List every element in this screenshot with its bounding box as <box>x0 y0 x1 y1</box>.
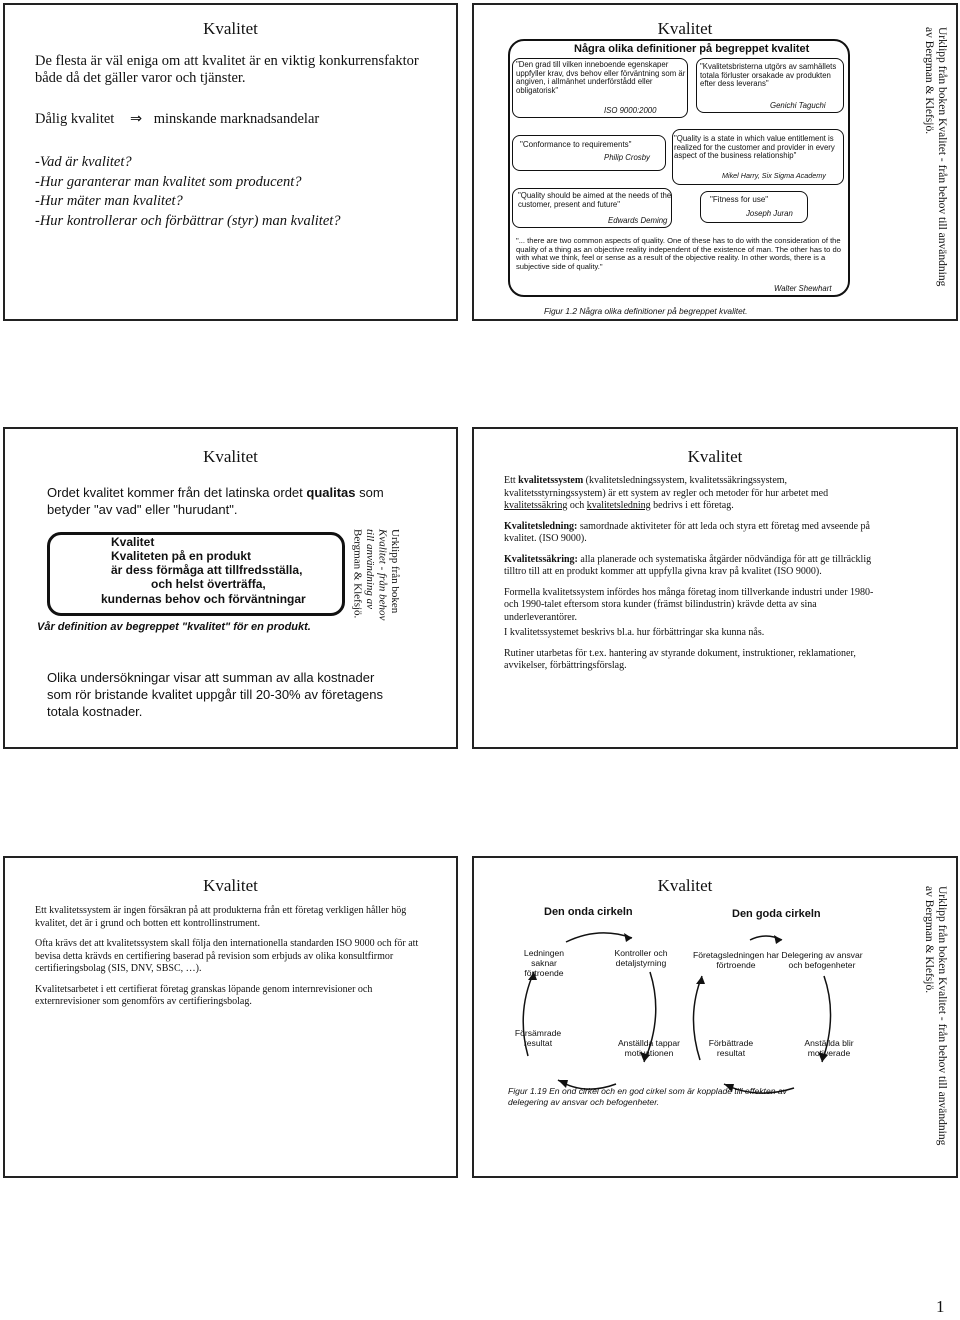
quote-text: "Conformance to requirements" <box>520 140 632 149</box>
virtuous-node: Förbättrade resultat <box>708 1038 754 1058</box>
slide-body <box>504 475 888 673</box>
vicious-circle-title: Den onda cirkeln <box>544 906 633 918</box>
slide-6 <box>472 856 958 1178</box>
link-quality-management[interactable]: kvalitetsledning <box>586 500 651 511</box>
etymology-latin-word: qualitas <box>306 485 356 500</box>
slide-title: Kvalitet <box>203 19 258 38</box>
term-quality-assurance: Kvalitetssäkring: <box>504 553 578 565</box>
source-note-line: Bergman & Klefsjö. <box>351 529 364 619</box>
question-list <box>35 153 341 231</box>
bad-quality-effect: minskande marknadsandelar <box>153 111 320 127</box>
source-note-line: Urklipp från boken <box>389 529 401 614</box>
quote-author: Edwards Deming <box>608 216 668 225</box>
question-item: -Hur kontrollerar och förbättrar (styr) man kvalitet? <box>35 212 341 229</box>
source-note-line: av Bergman & Klefsjö. <box>923 27 935 135</box>
figure-caption: Figur 1.2 Några olika definitioner på begreppet kvalitet. <box>544 306 748 316</box>
quote-author: Mikel Harry, Six Sigma Academy <box>722 171 826 180</box>
virtuous-node: Anställda blir motiverade <box>804 1038 854 1058</box>
slide-title: Kvalitet <box>657 19 713 38</box>
etymology-pre: Ordet kvalitet kommer från det latinska ordet <box>47 485 307 500</box>
bad-quality-label: Dålig kvalitet <box>35 111 115 127</box>
intro-text: De flesta är väl eniga om att kvalitet är en viktig konkurrensfaktor både då det gäller varor och tjänster. <box>35 53 419 86</box>
quote-author: Joseph Juran <box>746 209 793 218</box>
definition-line: Kvaliteten på en produkt <box>111 549 252 563</box>
quote-text: "Den grad till vilken inneboende egenskaper uppfyller krav, dvs behov eller förväntning som är angiven, i allmänhet underförstådd eller obligatorisk" <box>516 60 686 96</box>
source-note <box>922 27 948 286</box>
improvement-paragraph: I kvalitetssystemet beskrivs bl.a. hur förbättringar ska kunna nås. <box>504 627 765 638</box>
quality-system-definition: Ett kvalitetssystem (kvalitetsledningssystem, kvalitetssäkringssystem, kvalitetsstyrningssystem) är ett system av regler och metoder för hur arbetet med kvalitetssäkring och kvalitetsledning bedrivs i ett företag. <box>504 475 829 511</box>
source-note <box>351 529 401 620</box>
quote-author: Philip Crosby <box>604 153 650 162</box>
etymology-text <box>47 484 407 518</box>
figure-heading: Några olika definitioner på begreppet kvalitet <box>574 43 810 55</box>
page-number: 1 <box>936 1297 945 1316</box>
certification-paragraph: Ofta krävs det att kvalitetssystem skall följa den internationella standarden ISO 9000 och för att bevisa detta krävds en certifiering baserad på revision som erbjuds av olika konsultfirmor certifieringsbolag (SIS, DNV, SBSC, …). <box>35 938 419 974</box>
slide-4 <box>472 427 958 749</box>
quality-assurance-definition: Kvalitetssäkring: alla planerade och systematiska åtgärder nödvändiga för att ge tillräcklig tilltro till att en produkt kommer att uppfylla givna krav på kvalitet (ISO 9000). <box>504 553 872 577</box>
virtuous-node: Företagsledningen har förtroende <box>693 950 779 970</box>
history-paragraph: Formella kvalitetssystem infördes hos många företag inom tillverkande industri under 1980- och 1990-talet eftersom stora kunder (främst bilindustrin) krävde detta av sina underleverantörer. <box>504 586 874 623</box>
slide-2 <box>472 3 958 321</box>
circle-diagram <box>504 916 854 1106</box>
question-item: -Hur garanterar man kvalitet som producent? <box>35 173 302 190</box>
control-instrument-paragraph: Ett kvalitetssystem är ingen försäkran på att produkterna från ett företag verkligen håller hög kvalitet, det är i grund och botten ett kontrollinstrument. <box>35 905 407 929</box>
term-quality-management: Kvalitetsledning: <box>504 520 578 532</box>
etymology-post: som betyder "av vad" eller "hurudant". <box>47 485 384 517</box>
quote-author: Genichi Taguchi <box>770 101 826 110</box>
quote-author: ISO 9000:2000 <box>604 106 657 115</box>
virtuous-circle-title: Den goda cirkeln <box>732 908 821 920</box>
virtuous-node: Delegering av ansvar och befogenheter <box>781 950 863 970</box>
question-item: -Hur mäter man kvalitet? <box>35 193 183 209</box>
quote-author: Walter Shewhart <box>774 284 832 293</box>
definition-line: och helst överträffa, <box>151 577 266 591</box>
source-note-line: till användning av <box>364 529 376 610</box>
term-quality-system: kvalitetssystem <box>518 475 584 486</box>
quote-text: "... there are two common aspects of quality. One of these has to do with the consideration of the quality of a thing as an objective reality independent of the existence of man. The other has to do with what we think, feel or sense as a result of the objective reality. In other words, there is a subjective side of quality." <box>516 236 841 271</box>
vicious-node: Ledningen saknar förtroende <box>523 948 565 978</box>
slide-title: Kvalitet <box>687 447 743 466</box>
slide-5 <box>3 856 458 1178</box>
quality-cost-text: Olika undersökningar visar att summan av alla kostnader som rör bristande kvalitet uppgår till 20-30% av företagens totala kostnader. <box>47 670 384 719</box>
source-note-line: Urklipp från boken Kvalitet - från behov till användning <box>936 27 948 287</box>
source-note <box>922 886 948 1145</box>
slide-title: Kvalitet <box>657 876 713 895</box>
vicious-node: Kontroller och detaljstyrning <box>614 948 668 968</box>
slide-title: Kvalitet <box>203 876 258 895</box>
slide-body <box>35 905 421 1009</box>
source-note-line: av Bergman & Klefsjö. <box>923 886 935 994</box>
quality-management-definition: Kvalitetsledning: samordnade aktiviteter för att leda och styra ett företag med avseende på kvalitet. (ISO 9000). <box>504 520 870 544</box>
slide-3 <box>3 427 458 749</box>
vicious-node: Försämrade resultat <box>514 1028 562 1048</box>
routines-paragraph: Rutiner utarbetas för t.ex. hantering av styrande dokument, instruktioner, reklamationer, avvikelser, förbättringsförslag. <box>504 647 856 671</box>
definition-line: kundernas behov och förväntningar <box>101 592 306 606</box>
quote-text: "Quality should be aimed at the needs of the customer, present and future" <box>518 191 672 209</box>
quote-text: "Kvalitetsbristerna utgörs av samhällets totala förluster orsakade av produkten efter dess leverans" <box>700 62 837 89</box>
link-quality-assurance[interactable]: kvalitetssäkring <box>504 500 568 511</box>
quote-text: "Fitness for use" <box>710 195 769 204</box>
definition-box-heading: Kvalitet <box>111 535 155 549</box>
slide-1 <box>3 3 458 321</box>
implies-arrow-icon: ⇒ <box>129 111 143 127</box>
bad-quality-line <box>35 111 319 128</box>
audit-paragraph: Kvalitetsarbetet i ett certifierat företag granskas löpande genom internrevisioner och externrevisioner som genomförs av certifieringsbolag. <box>35 983 373 1007</box>
definition-line: är dess förmåga att tillfredsställa, <box>111 563 303 577</box>
slide-title: Kvalitet <box>203 447 258 466</box>
vicious-node: Anställda tappar motivationen <box>617 1038 681 1058</box>
quote-text: "Quality is a state in which value entitlement is realized for the customer and provider in every aspect of the business relationship" <box>674 134 835 161</box>
figure-caption: Figur 1.19 En ond cirkel och en god cirkel som är kopplade till effekten av delegering av ansvar och befogenheter. <box>508 1086 787 1107</box>
source-note-line: Urklipp från boken Kvalitet - från behov till användning <box>936 886 948 1146</box>
question-item: -Vad är kvalitet? <box>35 154 132 170</box>
source-note-line: Kvalitet - från behov <box>376 529 389 621</box>
definition-caption: Vår definition av begreppet "kvalitet" för en produkt. <box>37 621 311 633</box>
bad-cycle-arrow-top <box>566 933 632 942</box>
